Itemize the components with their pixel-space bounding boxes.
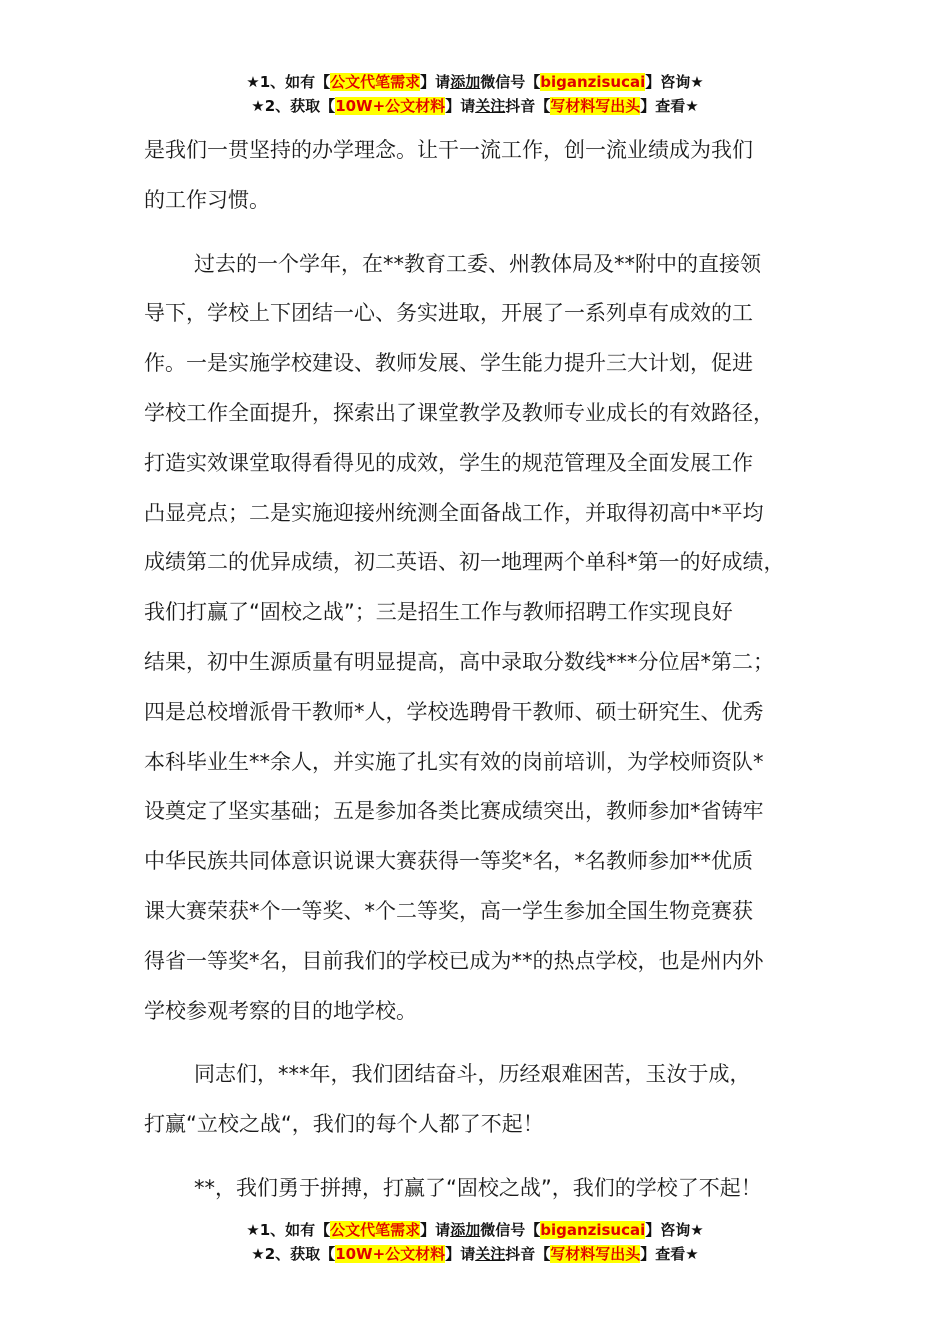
text-line: 学校参观考察的目的地学校。 (144, 998, 417, 1023)
promo-underlined: 添加 (450, 1221, 481, 1239)
paragraph-4 (144, 1164, 834, 1214)
document-body (144, 126, 834, 1214)
text-line: 本科毕业生**余人，并实施了扎实有效的岗前培训，为学校师资队* (144, 749, 764, 774)
promo-line-1 (0, 1218, 950, 1242)
promo-text: 】请 (445, 1245, 476, 1263)
promo-text: ★2、获取【 (251, 97, 336, 115)
promo-text: 抖音【 (505, 1245, 551, 1263)
text-line: 同志们，***年，我们团结奋斗，历经艰难困苦，玉汝于成， (194, 1062, 751, 1087)
promo-text: 抖音【 (505, 97, 551, 115)
promo-highlight: 公文代笔需求 (330, 1221, 421, 1239)
text-line: 是我们一贯坚持的办学理念。让干一流工作，创一流业绩成为我们 (144, 138, 753, 162)
promo-text: 】查看★ (640, 97, 699, 115)
promo-text: 微信号【 (480, 1221, 541, 1239)
promo-highlight: 10W+公文材料 (335, 1245, 446, 1263)
text-line: 打赢“立校之战“，我们的每个人都了不起！ (144, 1112, 544, 1137)
promo-text: 】请 (445, 97, 476, 115)
promo-text: ★2、获取【 (251, 1245, 336, 1263)
paragraph-1 (144, 126, 834, 226)
text-line: 过去的一个学年，在**教育工委、州教体局及**附中的直接领 (194, 251, 761, 276)
promo-text: ★1、如有【 (246, 73, 331, 91)
promo-douyin-id: 写材料写出头 (550, 1245, 641, 1263)
promo-text: ★1、如有【 (246, 1221, 331, 1239)
promo-text: 】请 (420, 73, 451, 91)
text-line: 成绩第二的优异成绩，初二英语、初一地理两个单科*第一的好成绩， (144, 550, 785, 575)
text-line: 的工作习惯。 (144, 187, 270, 212)
text-line: 设奠定了坚实基础；五是参加各类比赛成绩突出，教师参加*省铸牢 (144, 799, 764, 824)
promo-underlined: 关注 (475, 97, 506, 115)
text-line: **，我们勇于拼搏，打赢了“固校之战”，我们的学校了不起！ (194, 1175, 762, 1200)
text-line: 作。一是实施学校建设、教师发展、学生能力提升三大计划，促进 (144, 351, 753, 376)
text-line: 我们打赢了“固校之战”；三是招生工作与教师招聘工作实现良好 (144, 600, 733, 625)
promo-text: 】请 (420, 1221, 451, 1239)
promo-text: 】查看★ (640, 1245, 699, 1263)
promo-line-2 (0, 94, 950, 118)
promo-text: 微信号【 (480, 73, 541, 91)
promo-wechat-id: biganzisucai (540, 73, 646, 91)
promo-line-1 (0, 70, 950, 94)
promo-text: 】咨询★ (645, 1221, 704, 1239)
promo-underlined: 添加 (450, 73, 481, 91)
paragraph-3 (144, 1050, 834, 1150)
paragraph-2 (144, 240, 834, 1037)
promo-line-2 (0, 1242, 950, 1266)
text-line: 课大赛荣获*个一等奖、*个二等奖，高一学生参加全国生物竞赛获 (144, 898, 753, 923)
promo-douyin-id: 写材料写出头 (550, 97, 641, 115)
text-line: 四是总校增派骨干教师*人，学校选聘骨干教师、硕士研究生、优秀 (144, 699, 764, 724)
promo-underlined: 关注 (475, 1245, 506, 1263)
text-line: 中华民族共同体意识说课大赛获得一等奖*名，*名教师参加**优质 (144, 849, 753, 874)
text-line: 结果，初中生源质量有明显提高，高中录取分数线***分位居*第二； (144, 649, 774, 674)
text-line: 学校工作全面提升，探索出了课堂教学及教师专业成长的有效路径， (144, 400, 774, 425)
promo-wechat-id: biganzisucai (540, 1221, 646, 1239)
text-line: 得省一等奖*名，目前我们的学校已成为**的热点学校，也是州内外 (144, 948, 764, 973)
promo-banner-top (0, 70, 950, 118)
text-line: 打造实效课堂取得看得见的成效，学生的规范管理及全面发展工作 (144, 450, 753, 475)
text-line: 导下，学校上下团结一心、务实进取，开展了一系列卓有成效的工 (144, 301, 753, 326)
promo-highlight: 公文代笔需求 (330, 73, 421, 91)
promo-text: 】咨询★ (645, 73, 704, 91)
promo-highlight: 10W+公文材料 (335, 97, 446, 115)
promo-banner-bottom (0, 1218, 950, 1266)
text-line: 凸显亮点；二是实施迎接州统测全面备战工作，并取得初高中*平均 (144, 500, 764, 525)
